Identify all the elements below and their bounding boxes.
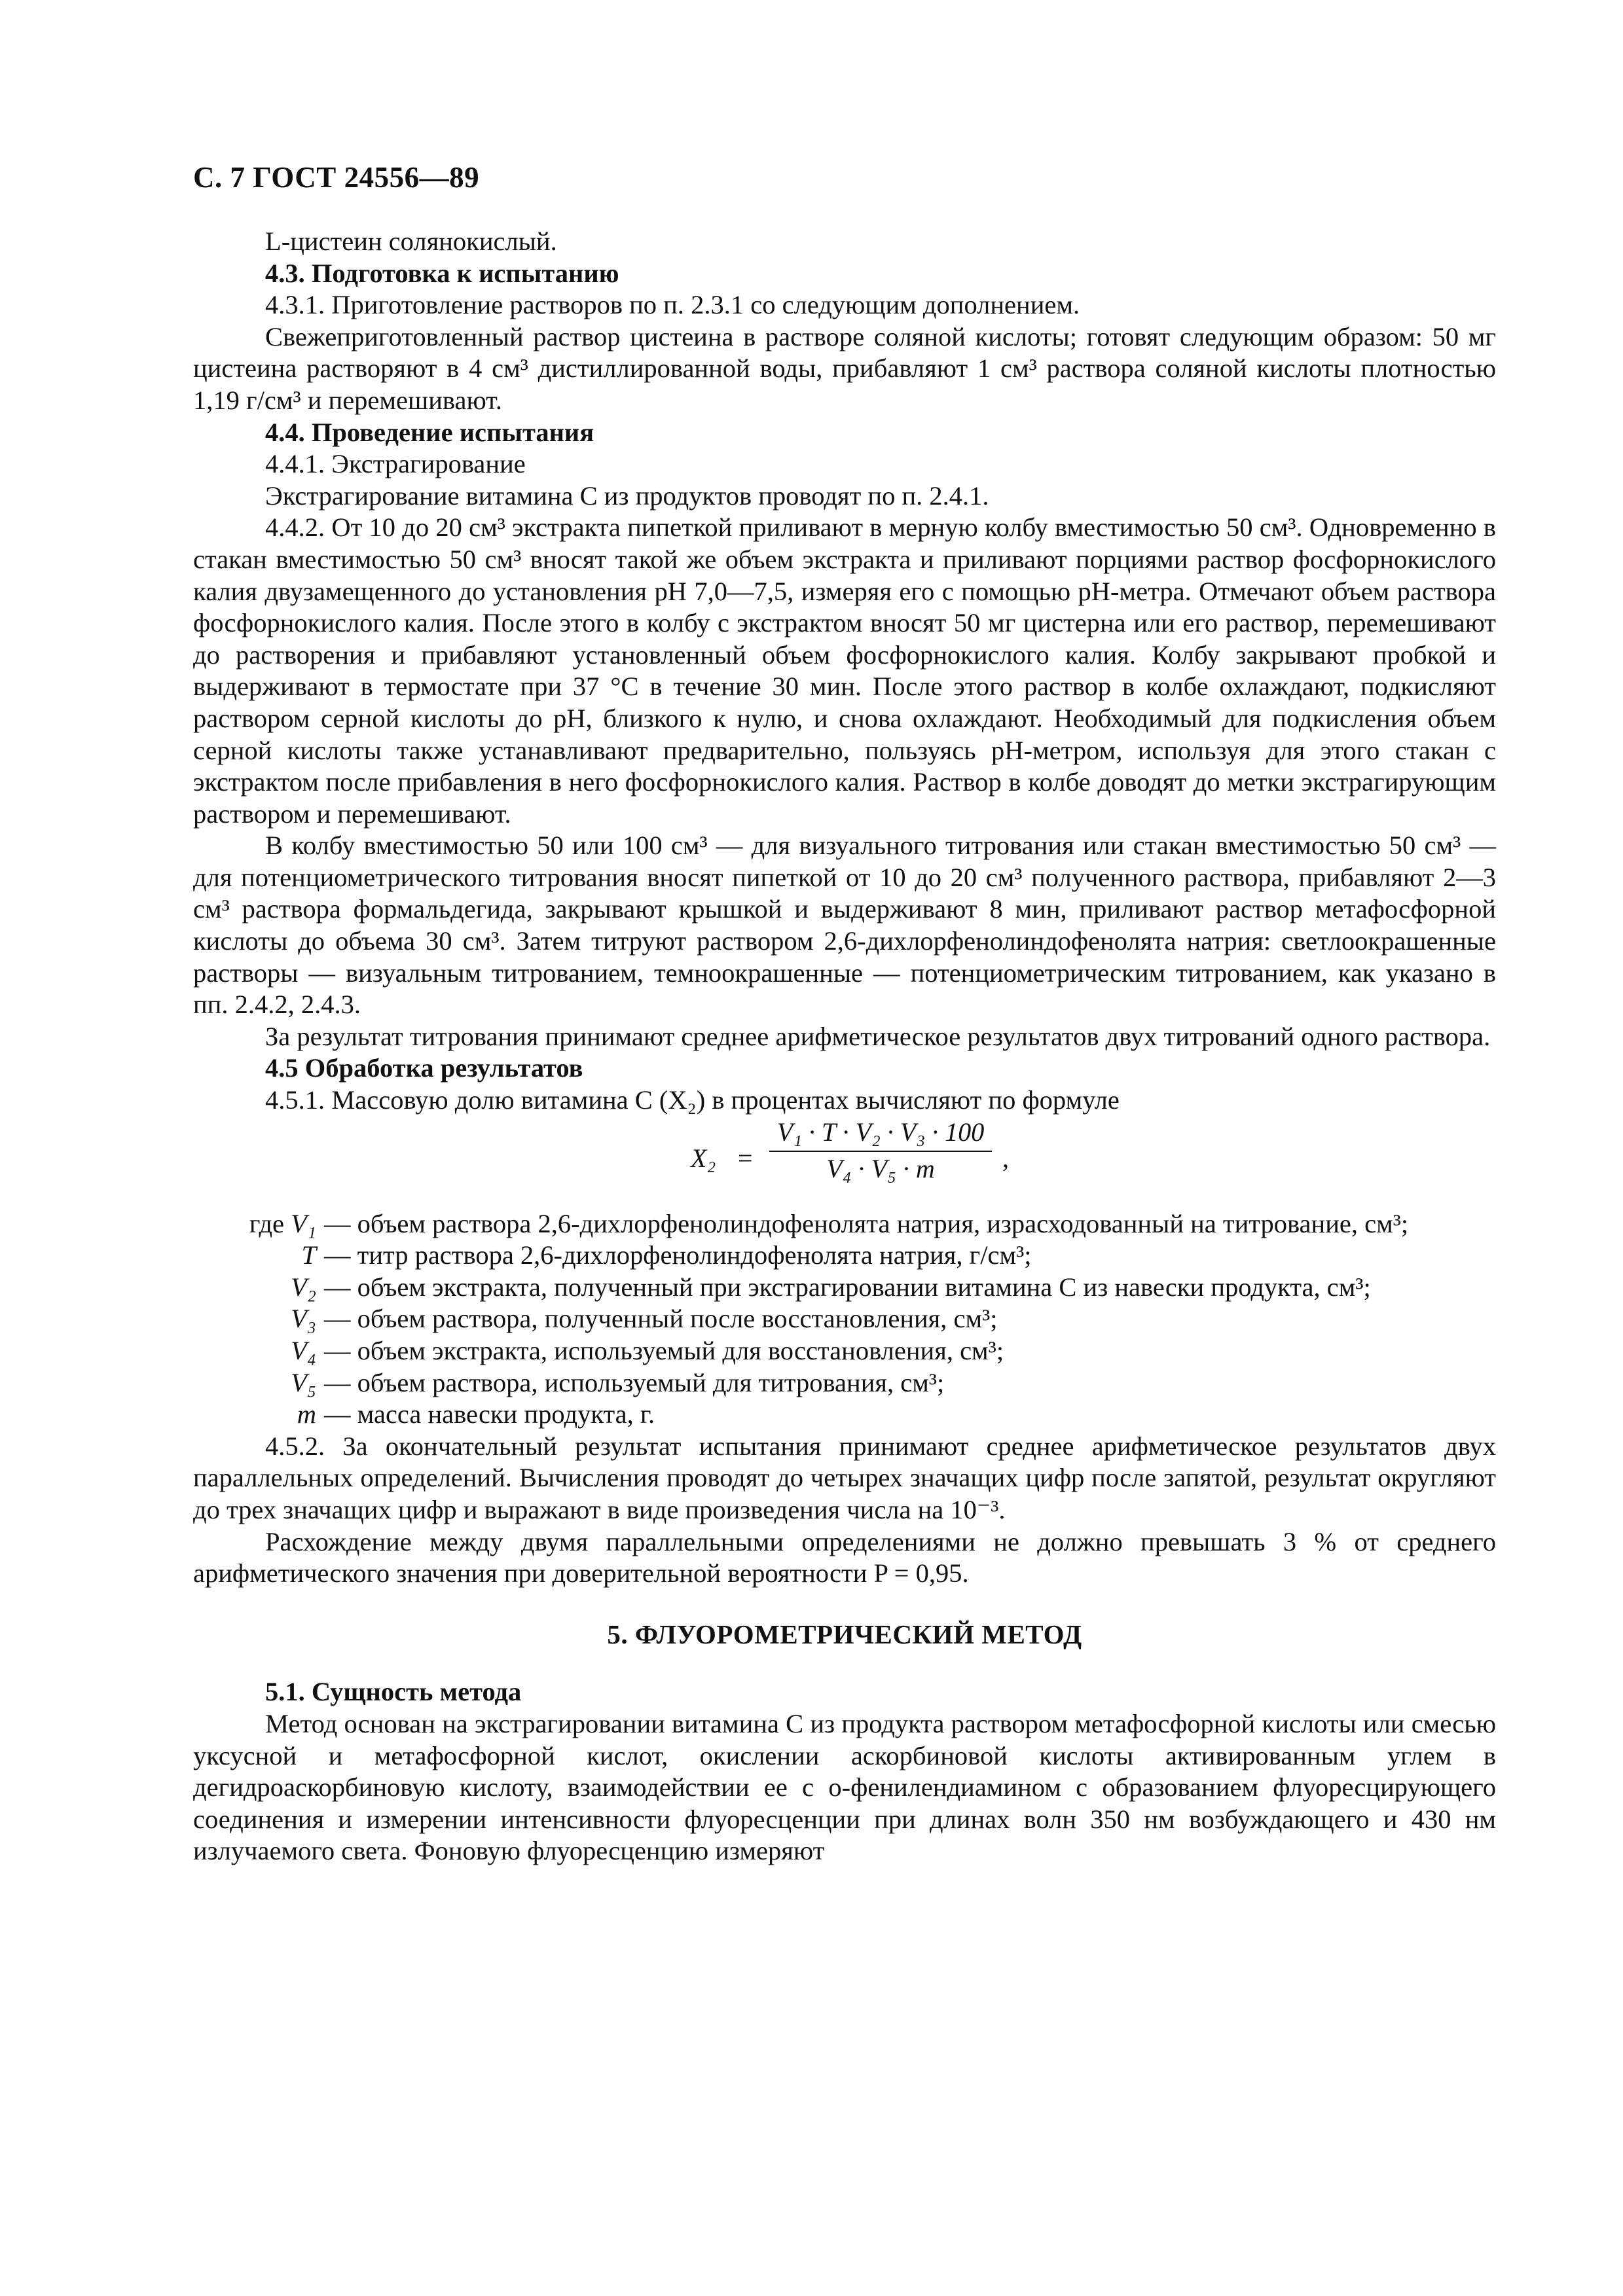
where-text-v4: — объем экстракта, используемый для восстановления, см³; xyxy=(324,1336,1004,1365)
paragraph-flask: В колбу вместимостью 50 или 100 см³ — для визуального титрования или стакан вместимостью 50 см³ — для потенциометрического титрования вносят пипеткой от 10 до 20 см³ полученного раствора, прибавляют 2—3 см³ раствора формальдегида, закрывают крышкой и выдерживают 8 мин, приливают раствор метафосфорной кислоты до объема 30 см³. Затем титруют раствором 2,6-дихлорфенолиндофенолята натрия: светлоокрашенные растворы — визуальным титрованием, темноокрашенные — потенциометрическим титрованием, как указано в пп. 2.4.2, 2.4.3. xyxy=(193,831,1496,1020)
paragraph-4-3-1: 4.3.1. Приготовление растворов по п. 2.3.1 со следующим дополнением. xyxy=(265,290,1080,320)
where-symbol xyxy=(193,1303,316,1335)
paragraph-4-5-1: 4.5.1. Массовую долю витамина С (X₂) в процентах вычисляют по формуле xyxy=(265,1085,1120,1115)
paragraph-cysteine-reagent: L-цистеин солянокислый. xyxy=(265,226,557,256)
heading-5-1: 5.1. Сущность метода xyxy=(265,1677,522,1707)
paragraph-titration-result: За результат титрования принимают среднее арифметическое результатов двух титрований одного раствора. xyxy=(265,1021,1491,1051)
document-body xyxy=(193,226,1496,1867)
formula-lhs: X₂ xyxy=(691,1143,716,1173)
symbol-t: T xyxy=(301,1240,316,1270)
where-item-v5 xyxy=(193,1367,1496,1399)
section-5-title: 5. ФЛУОРОМЕТРИЧЕСКИЙ МЕТОД xyxy=(607,1619,1082,1649)
where-symbol xyxy=(193,1399,316,1431)
symbol-v1: V₁ xyxy=(291,1208,316,1238)
heading-4-5: 4.5 Обработка результатов xyxy=(265,1053,583,1083)
where-symbol xyxy=(193,1240,316,1272)
symbol-v5: V₅ xyxy=(291,1367,316,1397)
formula-x2 xyxy=(193,1117,1496,1208)
symbol-v2: V₂ xyxy=(291,1272,316,1302)
heading-4-4: 4.4. Проведение испытания xyxy=(265,417,594,447)
paragraph-extraction: Экстрагирование витамина С из продуктов проводят по п. 2.4.1. xyxy=(265,480,989,511)
where-item-m xyxy=(193,1399,1496,1431)
symbol-v3: V₃ xyxy=(291,1304,316,1334)
page-header: С. 7 ГОСТ 24556—89 xyxy=(193,161,480,194)
where-text-v3: — объем раствора, полученный после восстановления, см³; xyxy=(324,1304,998,1334)
formula-fraction xyxy=(769,1117,992,1185)
formula-denominator: V₄ · V₅ · m xyxy=(826,1154,935,1184)
paragraph-4-4-1: 4.4.1. Экстрагирование xyxy=(265,449,526,479)
paragraph-5-1: Метод основан на экстрагировании витамина С из продукта раствором метафосфорной кислоты или смесью уксусной и метафосфорной кислот, окислении аскорбиновой кислоты активированным углем в дегидроаскорбиновую кислоту, взаимодействии ее с о-фенилендиамином с образованием флуоресцирующего соединения и измерении интенсивности флуоресценции при длинах волн 350 нм возбуждающего и 430 нм излучаемого света. Фоновую флуоресценцию измеряют xyxy=(193,1708,1496,1866)
where-item-v2 xyxy=(193,1272,1496,1304)
where-text-v2: — объем экстракта, полученный при экстрагировании витамина С из навески продукта, см³; xyxy=(324,1272,1371,1302)
where-symbol xyxy=(193,1272,316,1304)
where-text-v1: — объем раствора 2,6-дихлорфенолиндофенолята натрия, израсходованный на титрование, см³; xyxy=(324,1208,1409,1238)
paragraph-divergence: Расхождение между двумя параллельными определениями не должно превышать 3 % от среднего арифметического значения при доверительной вероятности P = 0,95. xyxy=(193,1526,1496,1588)
where-text-m: — масса навески продукта, г. xyxy=(324,1399,655,1429)
where-symbol xyxy=(193,1208,316,1240)
where-symbol xyxy=(193,1335,316,1367)
formula-equals: = xyxy=(738,1143,753,1173)
paragraph-4-4-2: 4.4.2. От 10 до 20 см³ экстракта пипеткой приливают в мерную колбу вместимостью 50 см³. Одновременно в стакан вместимостью 50 см³ вносят такой же объем экстракта и приливают порциями раствор фосфорнокислого калия двузамещенного до установления рН 7,0—7,5, измеряя его с помощью рН-метра. Отмечают объем раствора фосфорнокислого калия. После этого в колбу с экстрактом вносят 50 мг цистерна или его раствор, перемешивают до растворения и прибавляют установленный объем фосфорнокислого калия. Колбу закрывают пробкой и выдерживают в термостате при 37 °С в течение 30 мин. После этого раствор в колбе охлаждают, подкисляют раствором серной кислоты до рН, близкого к нулю, и снова охлаждают. Необходимый для подкисления объем серной кислоты также устанавливают предварительно, пользуясь рН-метром, используя для этого стакан с экстрактом после прибавления в него фосфорнокислого калия. Раствор в колбе доводят до метки экстрагирующим раствором и перемешивают. xyxy=(193,512,1496,829)
paragraph-4-5-2: 4.5.2. За окончательный результат испытания принимают среднее арифметическое результатов двух параллельных определений. Вычисления проводят до четырех значащих цифр после запятой, результат округляют до трех значащих цифр и выражают в виде произведения числа на 10⁻³. xyxy=(193,1431,1496,1524)
formula-comma: , xyxy=(1002,1143,1009,1173)
symbol-m: m xyxy=(297,1399,316,1429)
where-text-v5: — объем раствора, используемый для титрования, см³; xyxy=(324,1367,945,1397)
where-list xyxy=(193,1208,1496,1431)
where-item-t xyxy=(193,1240,1496,1272)
paragraph-cysteine-solution: Свежеприготовленный раствор цистеина в растворе соляной кислоты; готовят следующим образом: 50 мг цистеина растворяют в 4 см³ дистиллированной воды, прибавляют 1 см³ раствора соляной кислоты плотностью 1,19 г/см³ и перемешивают. xyxy=(193,321,1496,415)
symbol-v4: V₄ xyxy=(291,1336,316,1365)
heading-4-3: 4.3. Подготовка к испытанию xyxy=(265,258,619,288)
where-symbol xyxy=(193,1367,316,1399)
where-item-v3 xyxy=(193,1303,1496,1335)
where-word: где xyxy=(249,1208,285,1238)
where-item-v4 xyxy=(193,1335,1496,1367)
where-item-v1 xyxy=(193,1208,1496,1240)
where-text-t: — титр раствора 2,6-дихлорфенолиндофенолята натрия, г/см³; xyxy=(324,1240,1032,1270)
formula-numerator: V₁ · T · V₂ · V₃ · 100 xyxy=(769,1117,992,1153)
